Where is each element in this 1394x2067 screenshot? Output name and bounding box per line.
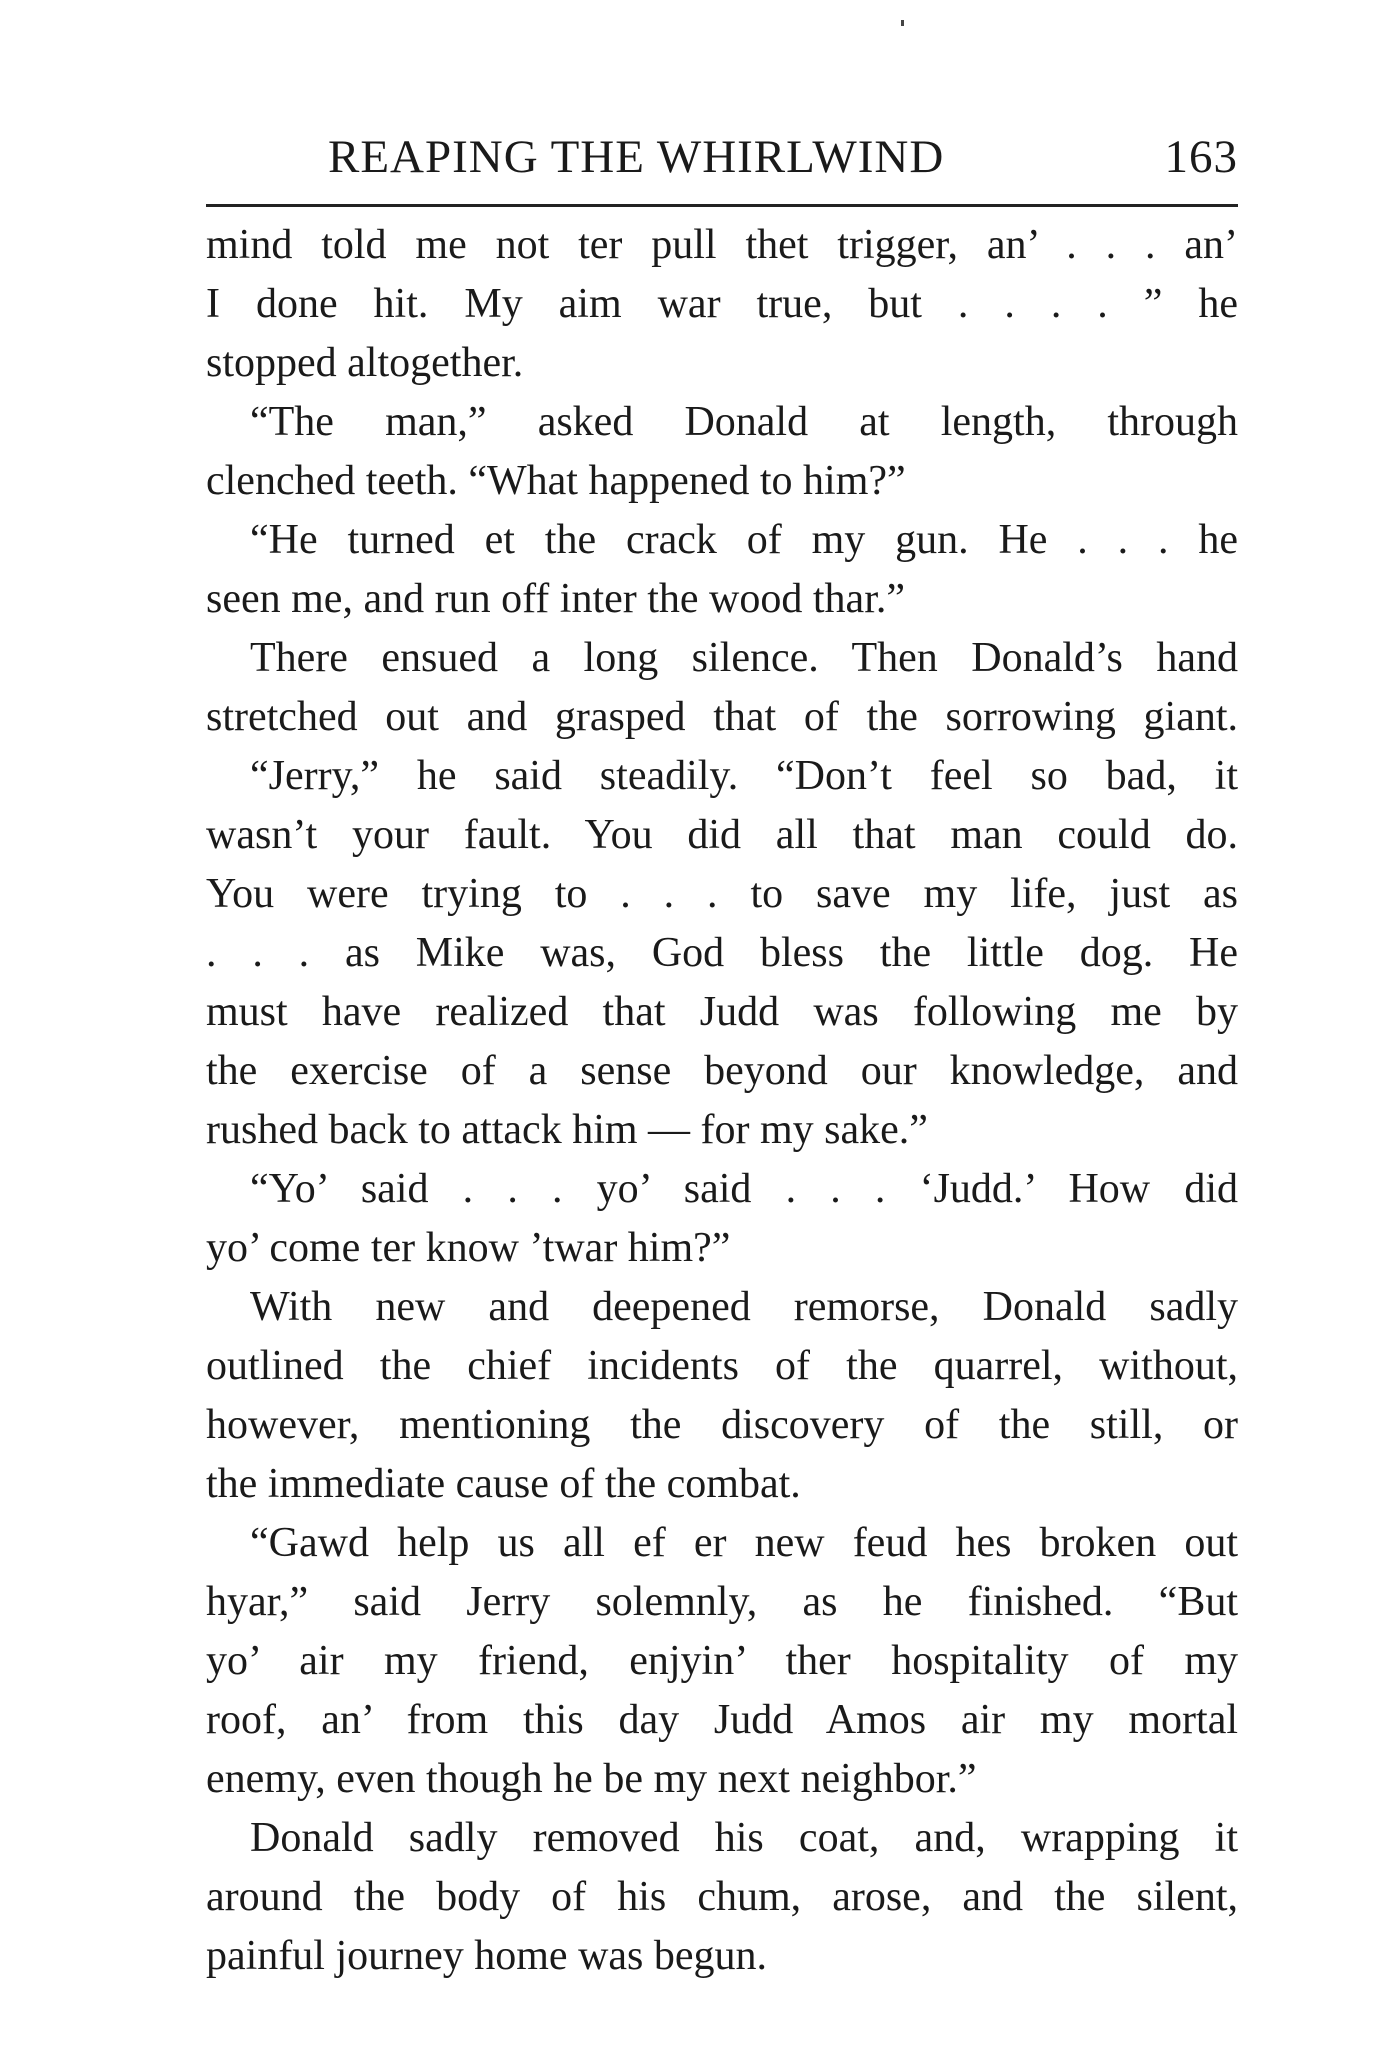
text-line: outlined the chief incidents of the quarrel, without, [206,1343,1238,1389]
page-header [206,130,1238,200]
text-line: however, mentioning the discovery of the still, or [206,1402,1238,1448]
text-line: yo’ air my friend, enjyin’ ther hospitality of my [206,1638,1238,1684]
text-line: clenched teeth. “What happened to him?” [206,458,906,504]
text-line: the immediate cause of the combat. [206,1461,801,1507]
text-line: . . . as Mike was, God bless the little dog. He [206,930,1238,976]
text-line: “He turned et the crack of my gun. He . . . he [250,517,1238,563]
text-line: Donald sadly removed his coat, and, wrapping it [250,1815,1238,1861]
text-line: I done hit. My aim war true, but . . . . ” he [206,281,1238,327]
text-line: “Jerry,” he said steadily. “Don’t feel so bad, it [250,753,1238,799]
text-line: stopped altogether. [206,340,524,386]
text-line: rushed back to attack him — for my sake.” [206,1107,928,1153]
body-text [206,216,1238,1986]
text-line: around the body of his chum, arose, and the silent, [206,1874,1238,1920]
text-line: stretched out and grasped that of the sorrowing giant. [206,694,1238,740]
text-line: seen me, and run off inter the wood thar.” [206,576,906,622]
page-number: 163 [1164,131,1238,183]
header-rule [206,204,1238,207]
text-line: mind told me not ter pull thet trigger, an’ . . . an’ [206,222,1238,268]
text-line: hyar,” said Jerry solemnly, as he finished. “But [206,1579,1238,1625]
text-line: roof, an’ from this day Judd Amos air my mortal [206,1697,1238,1743]
text-line: must have realized that Judd was following me by [206,989,1238,1035]
text-line: painful journey home was begun. [206,1933,768,1979]
text-line: the exercise of a sense beyond our knowledge, and [206,1048,1238,1094]
ink-speck [901,20,904,26]
text-line: With new and deepened remorse, Donald sadly [250,1284,1238,1330]
text-line: enemy, even though he be my next neighbor.” [206,1756,977,1802]
text-line: “Gawd help us all ef er new feud hes broken out [250,1520,1238,1566]
text-line: yo’ come ter know ’twar him?” [206,1225,731,1271]
running-title: REAPING THE WHIRLWIND [328,131,945,183]
text-line: “The man,” asked Donald at length, through [250,399,1238,445]
text-line: wasn’t your fault. You did all that man could do. [206,812,1238,858]
text-line: You were trying to . . . to save my life, just as [206,871,1238,917]
text-line: There ensued a long silence. Then Donald’s hand [250,635,1238,681]
text-line: “Yo’ said . . . yo’ said . . . ‘Judd.’ How did [250,1166,1238,1212]
